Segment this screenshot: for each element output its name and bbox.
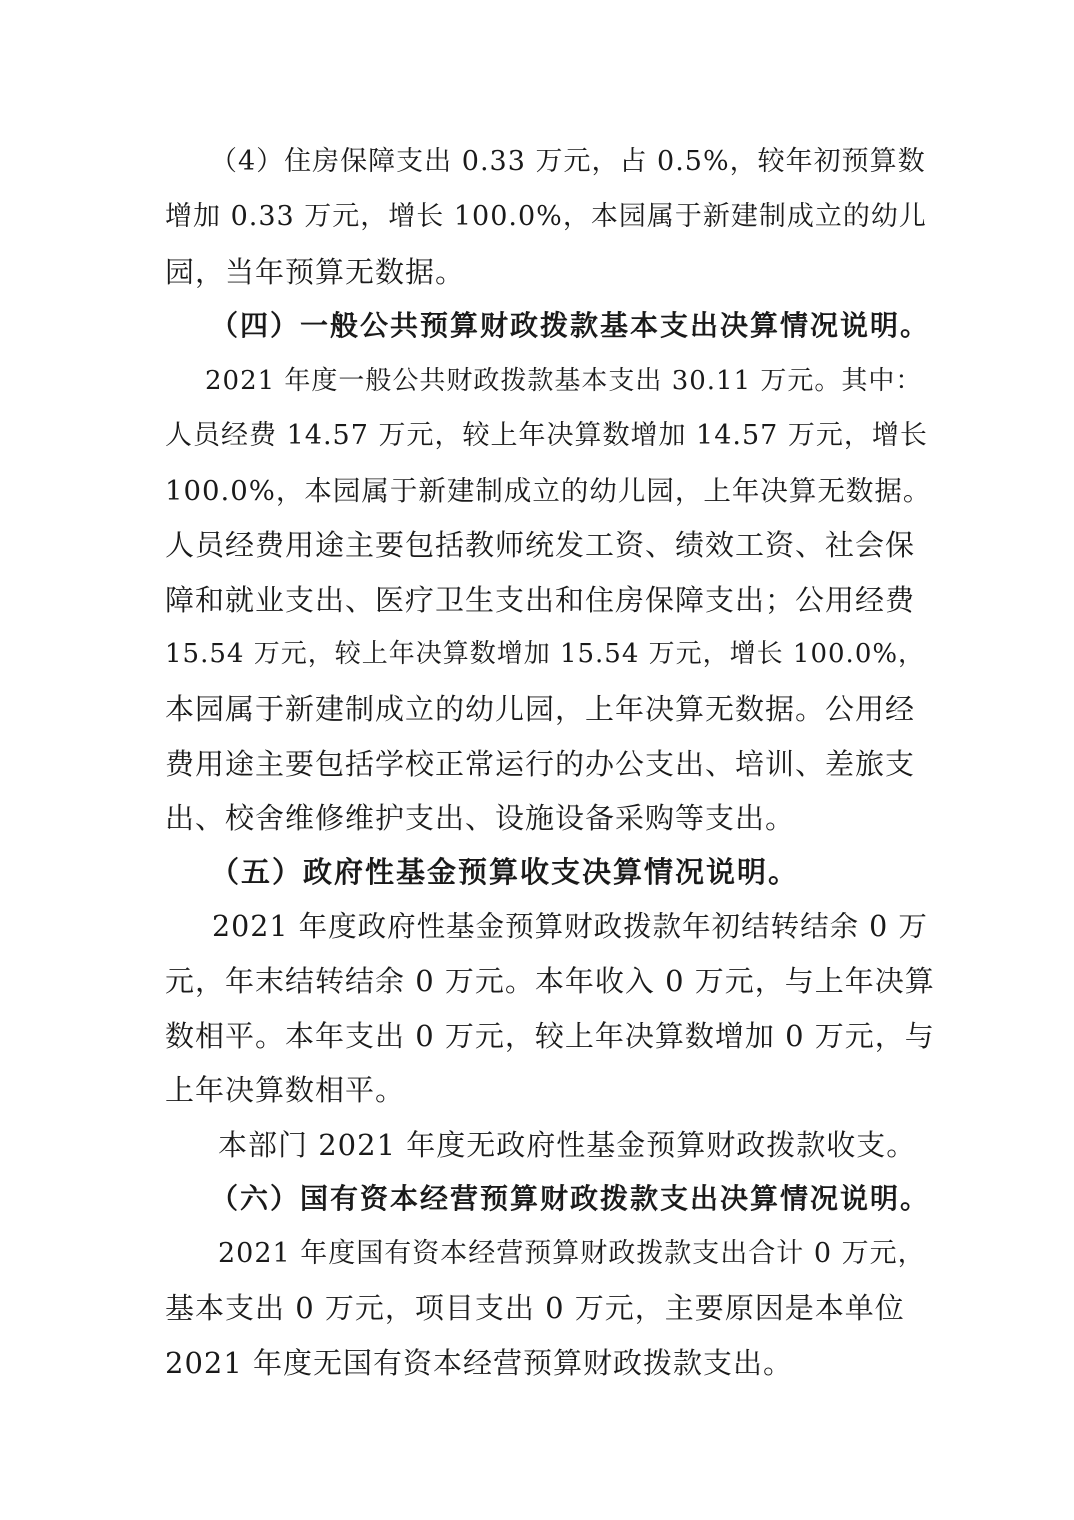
text-line: 数相平。本年支出 0 万元，较上年决算数增加 0 万元，与 <box>165 1019 935 1053</box>
text-line: 100.0%，本园属于新建制成立的幼儿园，上年决算无数据。 <box>165 475 932 507</box>
section-heading: （五）政府性基金预算收支决算情况说明。 <box>210 855 800 889</box>
section-heading: （四）一般公共预算财政拨款基本支出决算情况说明。 <box>210 309 931 342</box>
text-line: 园，当年预算无数据。 <box>165 255 466 289</box>
text-line: 出、校舍维修维护支出、设施设备采购等支出。 <box>165 801 796 835</box>
text-line: 2021 年度无国有资本经营预算财政拨款支出。 <box>165 1346 794 1380</box>
text-line: 人员经费用途主要包括教师统发工资、绩效工资、社会保 <box>165 528 916 562</box>
text-line: 增加 0.33 万元，增长 100.0%，本园属于新建制成立的幼儿 <box>165 201 927 232</box>
text-line: 费用途主要包括学校正常运行的办公支出、培训、差旅支 <box>165 747 916 781</box>
text-line: 基本支出 0 万元，项目支出 0 万元，主要原因是本单位 <box>165 1291 905 1325</box>
text-line: 元，年末结转结余 0 万元。本年收入 0 万元，与上年决算 <box>165 964 935 998</box>
text-line: 15.54 万元，较上年决算数增加 15.54 万元，增长 100.0%， <box>165 639 926 669</box>
text-line: 障和就业支出、医疗卫生支出和住房保障支出；公用经费 <box>165 583 916 617</box>
text-line: （4）住房保障支出 0.33 万元，占 0.5%，较年初预算数 <box>210 146 926 177</box>
text-line: 2021 年度一般公共财政拨款基本支出 30.11 万元。其中： <box>205 366 923 396</box>
text-line: 上年决算数相平。 <box>165 1073 406 1107</box>
text-line: 2021 年度国有资本经营预算财政拨款支出合计 0 万元， <box>218 1238 926 1269</box>
section-heading: （六）国有资本经营预算财政拨款支出决算情况说明。 <box>210 1182 931 1215</box>
text-line: 人员经费 14.57 万元，较上年决算数增加 14.57 万元，增长 <box>165 420 928 451</box>
text-line: 本部门 2021 年度无政府性基金预算财政拨款收支。 <box>218 1128 917 1162</box>
text-line: 本园属于新建制成立的幼儿园，上年决算无数据。公用经 <box>165 692 916 726</box>
text-line: 2021 年度政府性基金预算财政拨款年初结转结余 0 万 <box>212 910 928 943</box>
